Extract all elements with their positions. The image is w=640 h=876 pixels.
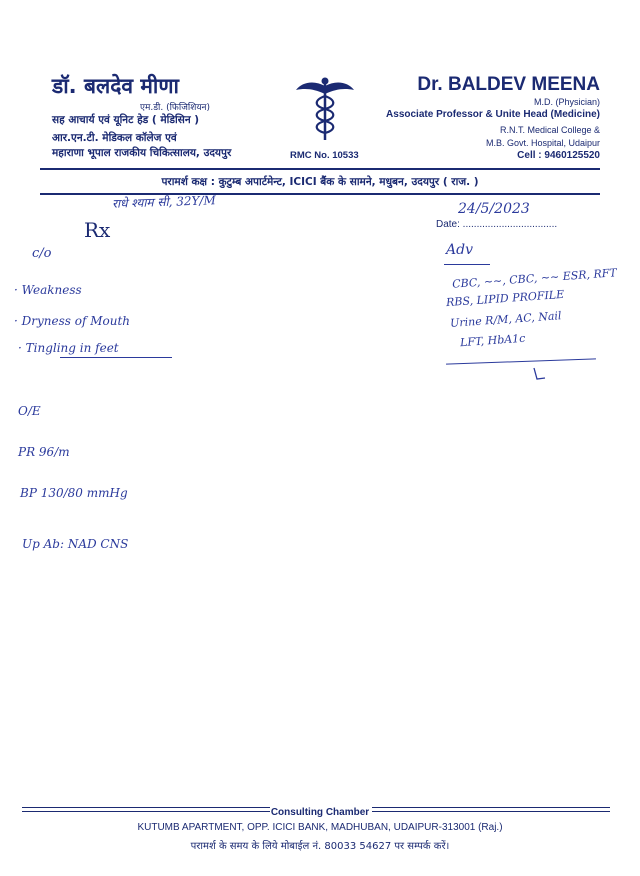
designation-english: Associate Professor & Unite Head (Medicine) <box>386 109 600 120</box>
underline-investigations <box>446 358 596 364</box>
doctor-name-hindi: डॉ. बलदेव मीणा <box>52 74 179 98</box>
note-advice: Adv <box>446 242 473 258</box>
note-weakness: · Weakness <box>14 283 82 297</box>
address-bar: परामर्श कक्ष : कुटुम्ब अपार्टमेन्ट, ICICI बैंक के सामने, मधुबन, उदयपुर ( राज. ) <box>161 176 479 188</box>
note-cbc: CBC, ~~, CBC, ~~ ESR, RFT <box>451 266 618 291</box>
college-english: R.N.T. Medical College & <box>499 125 600 135</box>
note-dryness: · Dryness of Mouth <box>14 314 130 328</box>
patient-name-handwritten: राधे श्याम सी, 32Y/M <box>111 193 216 211</box>
note-rbs: RBS, LIPID PROFILE <box>445 287 565 310</box>
footer-address: KUTUMB APARTMENT, OPP. ICICI BANK, MADHUBAN, UDAIPUR-313001 (Raj.) <box>137 822 503 833</box>
rx-symbol: Rx <box>84 218 111 242</box>
underline-tingling <box>60 357 172 358</box>
header-rule-top <box>40 168 600 170</box>
cell-number: Cell : 9460125520 <box>517 150 600 161</box>
note-abdomen: Up Ab: NAD CNS <box>22 537 129 551</box>
degree-english: M.D. (Physician) <box>533 97 600 107</box>
date-handwritten: 24/5/2023 <box>458 201 530 217</box>
date-label: Date: .................................. <box>436 219 558 230</box>
rmc-number: RMC No. 10533 <box>290 150 359 161</box>
degree-hindi: एम.डी. (फिजिशियन) <box>140 103 211 113</box>
hospital-english: M.B. Govt. Hospital, Udaipur <box>485 138 600 148</box>
footer-hindi-note: परामर्श के समय के लिये मोबाईल नं. 80033 54627 पर सम्पर्क करें। <box>190 841 450 852</box>
college-hindi: आर.एन.टी. मेडिकल कॉलेज एवं <box>52 132 177 144</box>
designation-hindi: सह आचार्य एवं यूनिट हेड ( मेडिसिन ) <box>52 114 200 126</box>
underline-advice <box>444 264 490 265</box>
note-lft: LFT, HbA1c <box>459 331 526 350</box>
note-urine: Urine R/M, AC, Nail <box>449 309 562 330</box>
note-bp: BP 130/80 mmHg <box>20 486 128 500</box>
doctor-name-english: Dr. BALDEV MEENA <box>417 74 600 95</box>
caduceus-icon <box>294 76 356 142</box>
note-pulse: PR 96/m <box>18 445 70 459</box>
note-tingling: · Tingling in feet <box>18 341 119 355</box>
signature-mark <box>530 366 548 382</box>
note-exam: O/E <box>18 404 41 418</box>
note-complaints: c/o <box>32 246 52 261</box>
hospital-hindi: महाराणा भूपाल राजकीय चिकित्सालय, उदयपुर <box>52 147 232 159</box>
footer-title: Consulting Chamber <box>270 807 370 818</box>
